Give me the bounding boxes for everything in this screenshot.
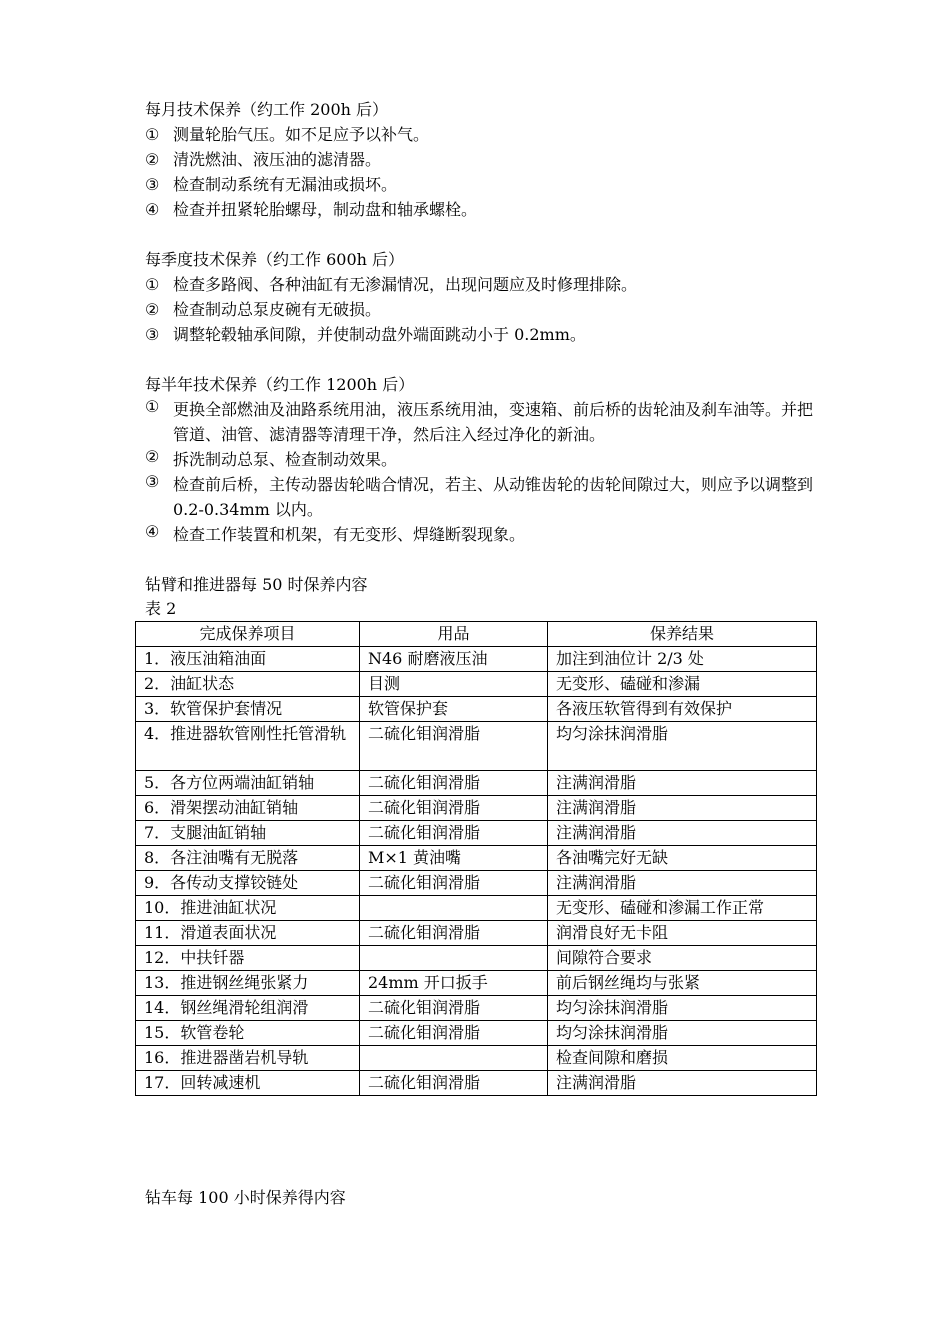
halfyear-section — [145, 372, 825, 547]
table-cell: 加注到油位计 2/3 处 — [548, 647, 817, 672]
table-cell: 间隙符合要求 — [548, 946, 817, 971]
table-cell: 8．各注油嘴有无脱落 — [136, 846, 360, 871]
table-row — [136, 647, 817, 672]
quarterly-section — [145, 247, 835, 347]
table-cell: 各油嘴完好无缺 — [548, 846, 817, 871]
list-item: ③ 检查前后桥，主传动器齿轮啮合情况，若主、从动锥齿轮的齿轮间隙过大，则应予以调整到 0.2-0.34mm 以内。 — [145, 472, 814, 519]
table-cell: 1．液压油箱油面 — [136, 647, 360, 672]
list-item: ④ 检查并扭紧轮胎螺母，制动盘和轴承螺栓。 — [145, 200, 478, 219]
table-cell: 二硫化钼润滑脂 — [360, 722, 548, 771]
table-row — [136, 946, 817, 971]
table-row — [136, 722, 817, 771]
table-cell: 二硫化钼润滑脂 — [360, 996, 548, 1021]
table-cell: 24mm 开口扳手 — [360, 971, 548, 996]
table-cell: 7．支腿油缸销轴 — [136, 821, 360, 846]
table-cell: 前后钢丝绳均与张紧 — [548, 971, 817, 996]
table-cell: 注满润滑脂 — [548, 771, 817, 796]
table-cell: 各液压软管得到有效保护 — [548, 697, 817, 722]
table-header-row — [136, 622, 817, 647]
table-row — [136, 1071, 817, 1096]
halfyear-title: 每半年技术保养（约工作 1200h 后） — [145, 375, 415, 394]
table-cell: 注满润滑脂 — [548, 821, 817, 846]
table-cell: 均匀涂抹润滑脂 — [548, 996, 817, 1021]
table-cell: 二硫化钼润滑脂 — [360, 796, 548, 821]
table-cell: 13．推进钢丝绳张紧力 — [136, 971, 360, 996]
table-cell: 二硫化钼润滑脂 — [360, 871, 548, 896]
table-cell: 14．钢丝绳滑轮组润滑 — [136, 996, 360, 1021]
table-cell: 注满润滑脂 — [548, 871, 817, 896]
quarterly-title: 每季度技术保养（约工作 600h 后） — [145, 250, 405, 269]
table-cell: 二硫化钼润滑脂 — [360, 921, 548, 946]
table-cell: 12．中扶钎器 — [136, 946, 360, 971]
table-row — [136, 996, 817, 1021]
table-cell: 目测 — [360, 672, 548, 697]
table-row — [136, 1046, 817, 1071]
table-cell: 4．推进器软管刚性托管滑轨 — [136, 722, 360, 771]
list-item: ① 检查多路阀、各种油缸有无渗漏情况，出现问题应及时修理排除。 — [145, 275, 638, 294]
table-cell: N46 耐磨液压油 — [360, 647, 548, 672]
table-row — [136, 771, 817, 796]
table-caption: 表 2 — [145, 599, 177, 618]
list-item: ① 测量轮胎气压。如不足应予以补气。 — [145, 125, 430, 144]
list-item: ② 清洗燃油、液压油的滤清器。 — [145, 150, 382, 169]
table-row — [136, 697, 817, 722]
table-cell: 3．软管保护套情况 — [136, 697, 360, 722]
table-section-title: 钻臂和推进器每 50 时保养内容 — [145, 575, 368, 594]
column-header-item: 完成保养项目 — [136, 622, 360, 647]
table-cell: 注满润滑脂 — [548, 796, 817, 821]
table-cell: 16．推进器凿岩机导轨 — [136, 1046, 360, 1071]
table-cell: M×1 黄油嘴 — [360, 846, 548, 871]
table-row — [136, 796, 817, 821]
table-cell: 2．油缸状态 — [136, 672, 360, 697]
footer-title: 钻车每 100 小时保养得内容 — [145, 1188, 346, 1207]
list-item: ③ 检查制动系统有无漏油或损坏。 — [145, 175, 398, 194]
table-cell: 5．各方位两端油缸销轴 — [136, 771, 360, 796]
table-cell: 检查间隙和磨损 — [548, 1046, 817, 1071]
table-cell: 6．滑架摆动油缸销轴 — [136, 796, 360, 821]
monthly-title: 每月技术保养（约工作 200h 后） — [145, 100, 389, 119]
table-section-header — [145, 572, 835, 621]
table-cell: 二硫化钼润滑脂 — [360, 821, 548, 846]
monthly-section — [145, 97, 835, 222]
table-row — [136, 871, 817, 896]
table-cell: 9．各传动支撑铰链处 — [136, 871, 360, 896]
table-cell: 17．回转减速机 — [136, 1071, 360, 1096]
list-item: ③ 调整轮毂轴承间隙，并使制动盘外端面跳动小于 0.2mm。 — [145, 325, 586, 344]
table-row — [136, 821, 817, 846]
table-row — [136, 971, 817, 996]
table-row — [136, 921, 817, 946]
table-cell: 均匀涂抹润滑脂 — [548, 1021, 817, 1046]
maintenance-table — [135, 621, 817, 1096]
table-cell: 15．软管卷轮 — [136, 1021, 360, 1046]
table-row — [136, 846, 817, 871]
list-item: ① 更换全部燃油及油路系统用油，液压系统用油，变速箱、前后桥的齿轮油及刹车油等。并把管道、油管、滤清器等清理干净，然后注入经过净化的新油。 — [145, 397, 814, 444]
column-header-result: 保养结果 — [548, 622, 817, 647]
table-cell: 二硫化钼润滑脂 — [360, 1071, 548, 1096]
table-cell — [360, 1046, 548, 1071]
table-cell: 软管保护套 — [360, 697, 548, 722]
table-cell: 均匀涂抹润滑脂 — [548, 722, 817, 771]
table-cell: 润滑良好无卡阻 — [548, 921, 817, 946]
table-cell: 二硫化钼润滑脂 — [360, 771, 548, 796]
table-row — [136, 1021, 817, 1046]
list-item: ④ 检查工作装置和机架，有无变形、焊缝断裂现象。 — [145, 522, 526, 544]
table-cell: 10．推进油缸状况 — [136, 896, 360, 921]
table-cell — [360, 946, 548, 971]
table-cell: 二硫化钼润滑脂 — [360, 1021, 548, 1046]
list-item: ② 检查制动总泵皮碗有无破损。 — [145, 300, 382, 319]
table-cell: 11．滑道表面状况 — [136, 921, 360, 946]
table-cell: 无变形、磕碰和渗漏 — [548, 672, 817, 697]
list-item: ② 拆洗制动总泵、检查制动效果。 — [145, 447, 398, 469]
table-cell — [360, 896, 548, 921]
table-cell: 无变形、磕碰和渗漏工作正常 — [548, 896, 817, 921]
table-cell: 注满润滑脂 — [548, 1071, 817, 1096]
table-row — [136, 896, 817, 921]
footer-section — [145, 1185, 835, 1210]
table-row — [136, 672, 817, 697]
column-header-supplies: 用品 — [360, 622, 548, 647]
